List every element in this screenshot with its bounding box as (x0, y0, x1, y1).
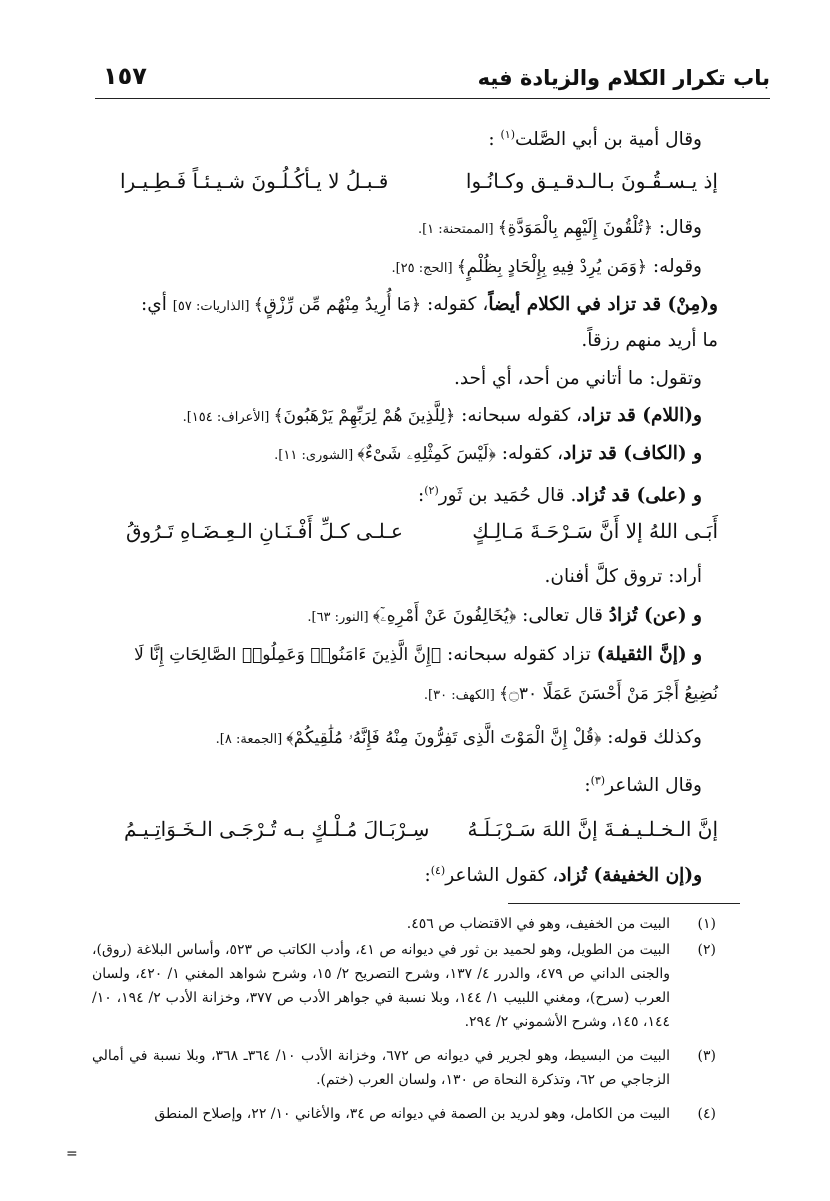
text-line: ما أريد منهم رزقاً. (581, 330, 718, 351)
footnote-ref[interactable]: (٤) (430, 864, 446, 877)
quran-quote: ﴿لَيْسَ كَمِثْلِهِۦ شَىْءٌ﴾ (357, 444, 496, 464)
text-line: و(إن الخفيفة) تُزاد، كقول الشاعر$^{(٤)}$: (424, 864, 702, 887)
running-title: باب تكرار الكلام والزيادة فيه (477, 66, 770, 90)
verse-1 (120, 164, 718, 198)
text-line: أراد: تروق كلَّ أفنان. (544, 566, 702, 587)
citation: [الجمعة: ٨]. (215, 732, 287, 747)
text-line: و (على) قد تُزاد. قال حُمَيد بن ثَور$^{(٢)}$: (417, 484, 702, 507)
verse-hemistich-left: قـبـلُ لا يـأكُـلُـونَ شـيـئـاً فَـطِـيـرا (120, 169, 389, 193)
continuation-mark: = (66, 1146, 78, 1162)
quran-quote: نُضِيعُ أَجْرَ مَنْ أَحْسَنَ عَمَلًا ۝٣٠﴾ (499, 684, 718, 704)
footnote-number: (٢) (697, 942, 716, 958)
footnote (92, 1044, 716, 1092)
text-line: وقال أمية بن أبي الصَّلت$^{(١)}$ : (488, 128, 702, 151)
citation: [الذاريات: ٥٧] (172, 299, 254, 314)
footnote-number: (١) (697, 916, 716, 932)
footnote-ref[interactable]: (١) (500, 128, 516, 141)
quran-quote: ﴿قُلْ إِنَّ الْمَوْتَ الَّذِى تَفِرُّونَ مِنْهُ فَإِنَّهُۥ مُلَٰقِيكُمْ﴾ (286, 728, 602, 748)
bold-term: و(مِنْ) قد تزاد في الكلام أيضاً (488, 294, 718, 315)
citation: [الممتحنة: ١]. (417, 222, 498, 237)
header-rule (95, 98, 770, 99)
footnote-text: البيت من الكامل، وهو لدريد بن الصمة في ديوانه ص ٣٤، والأغاني ١٠/ ٢٢، وإصلاح المنطق (154, 1106, 670, 1122)
footnote-separator (508, 903, 740, 904)
text-line (424, 679, 718, 711)
text-line: وكذلك قوله: ﴿قُلْ إِنَّ الْمَوْتَ الَّذِى تَفِرُّونَ مِنْهُ فَإِنَّهُۥ مُلَٰقِيكُمْ﴾ [الجمعة: ٨]. (215, 727, 702, 748)
text-line: وقال: ﴿تُلْقُونَ إِلَيْهِم بِالْمَوَدَّةِ﴾ [الممتحنة: ١]. (417, 217, 702, 238)
footnote-text: البيت من الطويل، وهو لحميد بن ثور في ديوانه ص ٤١، وأدب الكاتب ص ٥٢٣، وأساس البلاغة (روق)، والجنى الداني ص ٤٧٩، والدرر ٤/ ١٣٧، وشرح التصريح ٢/ ١٥، وشرح شواهد المغني ١/ ٤٢٠، ولسان العرب (سرح)، ومغني اللبيب ١/ ١٤٤، وبلا نسبة في جواهر الأدب ص ٣٧٧، وخزانة الأدب ٢/ ١٩٤، ١٠/ ١٤٤، ١٤٥، وشرح الأشموني ٢/ ٢٩٤. (92, 942, 671, 1030)
citation: [الشورى: ١١]. (274, 448, 358, 463)
footnote-ref[interactable]: (٣) (590, 774, 606, 787)
quran-quote: ﴿لِلَّذِينَ هُمْ لِرَبِّهِمْ يَرْهَبُونَ﴾ (273, 406, 456, 426)
footnote-number: (٣) (697, 1048, 716, 1064)
page-header (95, 62, 770, 96)
bold-term: و (عن) تُزادُ (608, 605, 702, 626)
text-line: وقال الشاعر$^{(٣)}$: (584, 774, 702, 797)
quran-quote: ﴿يُخَالِفُونَ عَنْ أَمْرِهِۦٓ﴾ (372, 606, 517, 626)
verse-3 (124, 812, 718, 846)
verse-hemistich-left: عـلـى كـلِّ أَفْـنَـانِ الـعِـضَـاهِ تَـرُوقُ (126, 519, 403, 543)
verse-2 (126, 514, 718, 548)
footnote-text: البيت من الخفيف، وهو في الاقتضاب ص ٤٥٦. (406, 916, 670, 932)
verse-hemistich-right: إنَّ الـخـلـيـفـةَ إنَّ اللهَ سَـرْبَـلَـهُ (467, 817, 718, 841)
citation: [النور: ٦٣]. (307, 610, 373, 625)
quran-quote: ﴿مَا أُرِيدُ مِنْهُم مِّن رِّزْقٍ﴾ (253, 295, 422, 315)
quran-quote: ﴿تُلْقُونَ إِلَيْهِم بِالْمَوَدَّةِ﴾ (497, 218, 654, 238)
quran-quote: ﴿وَمَن يُرِدْ فِيهِ بِإِلْحَادٍ بِظُلْمٍ﴾ (456, 257, 647, 277)
bold-term: و (الكاف) قد تزاد (563, 443, 702, 464)
citation: [الحج: ٢٥]. (391, 261, 457, 276)
quran-quote: ﴿إِنَّ الَّذِينَ ءَامَنُوا۟ وَعَمِلُوا۟ الصَّالِحَاتِ إِنَّا لَا (134, 645, 442, 665)
bold-term: و(إن الخفيفة) تُزاد (558, 865, 702, 887)
bold-term: و(اللام) قد تزاد (582, 405, 702, 426)
text-line: وتقول: ما أتاني من أحد، أي أحد. (453, 368, 702, 389)
citation: [الأعراف: ١٥٤]. (182, 410, 274, 425)
footnote (92, 938, 716, 1034)
bold-term: و (على) قد تُزاد (576, 485, 702, 507)
bold-term: و (إنَّ الثقيلة) (596, 644, 702, 665)
footnote (92, 1102, 716, 1126)
text-line: وقوله: ﴿وَمَن يُرِدْ فِيهِ بِإِلْحَادٍ بِظُلْمٍ﴾ [الحج: ٢٥]. (391, 256, 702, 277)
text-line: و(اللام) قد تزاد، كقوله سبحانه: ﴿لِلَّذِينَ هُمْ لِرَبِّهِمْ يَرْهَبُونَ﴾ [الأعراف: ١٥٤]. (182, 405, 702, 426)
footnote (90, 912, 716, 936)
verse-hemistich-right: أَبَـى اللهُ إلا أَنَّ سَـرْحَـةَ مَـالِـكٍ (472, 519, 718, 543)
text-line: و (الكاف) قد تزاد، كقوله: ﴿لَيْسَ كَمِثْلِهِۦ شَىْءٌ﴾ [الشورى: ١١]. (274, 443, 702, 464)
page-number: ١٥٧ (103, 62, 147, 90)
footnote-number: (٤) (697, 1106, 716, 1122)
verse-hemistich-right: إذ يـسـقُـونَ بـالـدقـيـق وكـانُـوا (465, 169, 718, 193)
text-line: و(مِنْ) قد تزاد في الكلام أيضاً، كقوله: ﴿مَا أُرِيدُ مِنْهُم مِّن رِّزْقٍ﴾ [الذاريات: ٥٧] أي: (141, 294, 718, 315)
text-line: و (إنَّ الثقيلة) تزاد كقوله سبحانه: ﴿إِنَّ الَّذِينَ ءَامَنُوا۟ وَعَمِلُوا۟ الصَّالِحَاتِ إِنَّا لَا (134, 644, 702, 665)
footnote-ref[interactable]: (٢) (424, 484, 439, 497)
verse-hemistich-left: سِـرْبَـالَ مُـلْـكٍ بـه تُـرْجَـى الـخَـوَاتِـيـمُ (124, 817, 430, 841)
footnote-text: البيت من البسيط، وهو لجرير في ديوانه ص ٦٧٢، وخزانة الأدب ١٠/ ٣٦٤ـ ٣٦٨، وبلا نسبة في أمالي الزجاجي ص ٦٢، وتذكرة النحاة ص ١٣٠، ولسان العرب (ختم). (92, 1048, 670, 1088)
text-line: و (عن) تُزادُ قال تعالى: ﴿يُخَالِفُونَ عَنْ أَمْرِهِۦٓ﴾ [النور: ٦٣]. (307, 605, 702, 626)
citation: [الكهف: ٣٠]. (423, 688, 499, 703)
